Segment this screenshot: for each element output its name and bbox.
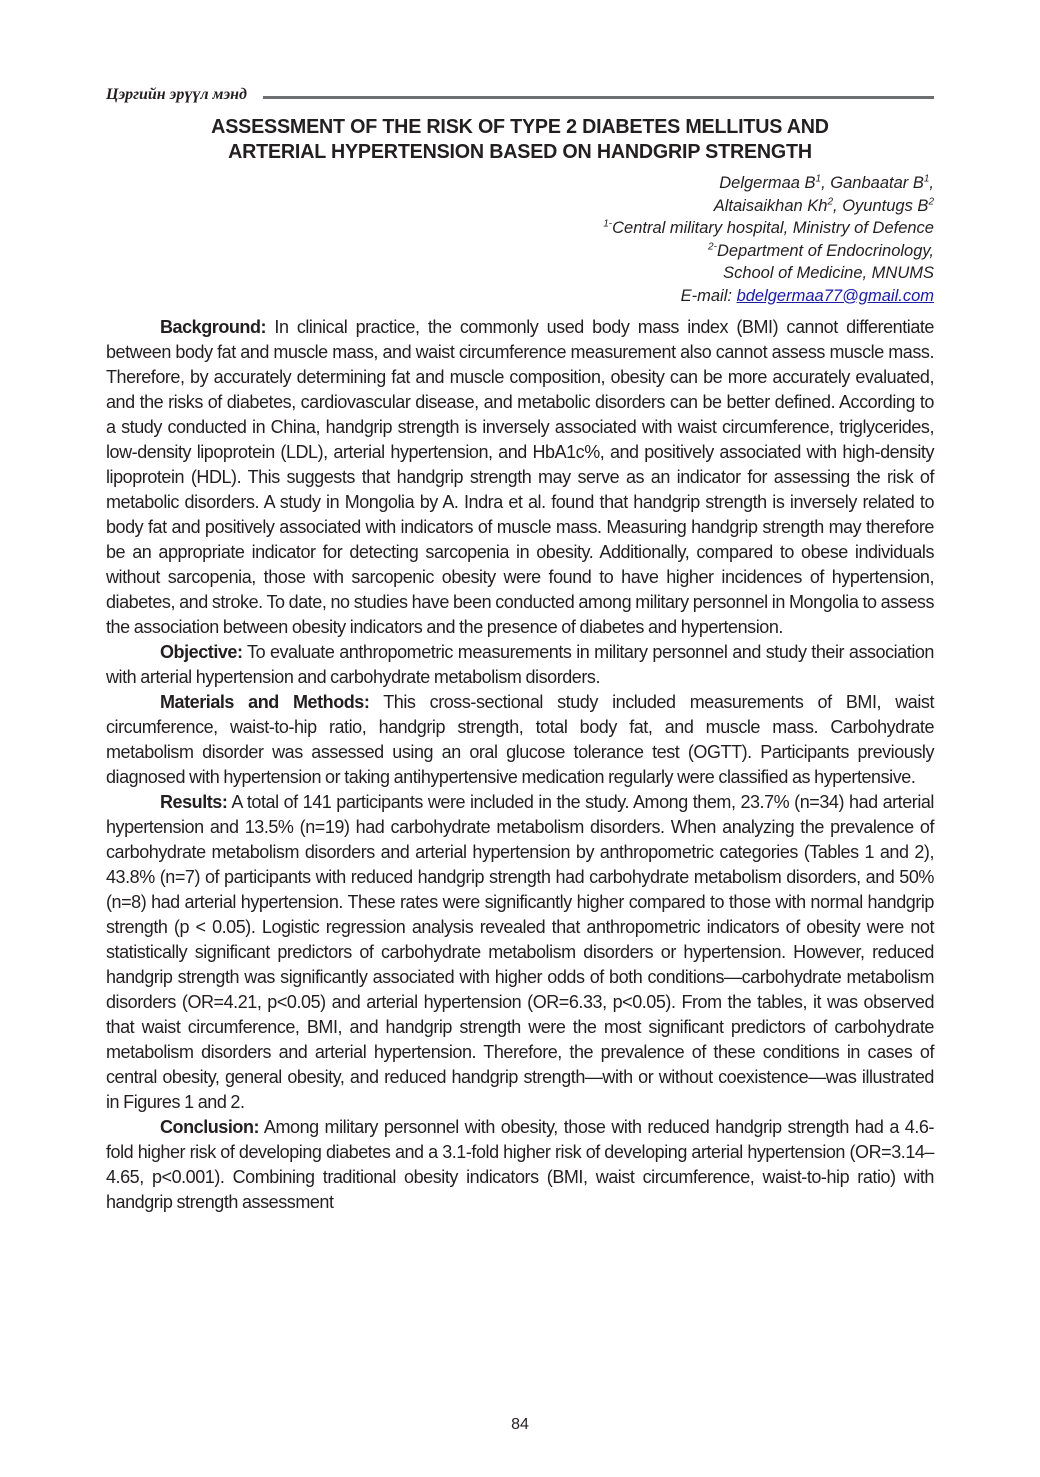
author-name: Delgermaa B (719, 174, 816, 192)
email-line (106, 285, 934, 308)
author-line-1 (106, 172, 934, 195)
affiliation-text: Central military hospital, Ministry of Defence (612, 219, 934, 237)
affiliation-marker: 1 (815, 173, 822, 185)
section-text: To evaluate anthropometric measurements in military personnel and study their association with arterial hypertension and carbohydrate metabolism disorders. (106, 642, 934, 687)
section-label: Materials and Methods: (160, 692, 370, 712)
author-block (106, 172, 934, 307)
separator: , (929, 174, 934, 192)
section-text: A total of 141 participants were included in the study. Among them, 23.7% (n=34) had arterial hypertension and 13.5% (n=19) had carbohydrate metabolism disorders. When analyzing the prevalence of carbohydrate metabolism disorders and arterial hypertension by anthropometric categories (Tables 1 and 2), 43.8% (n=7) of participants with reduced handgrip strength had carbohydrate metabolism disorders, and 50% (n=8) had arterial hypertension. These rates were significantly higher compared to those with normal handgrip strength (p < 0.05). Logistic regression analysis revealed that anthropometric indicators of obesity were not statistically significant predictors of carbohydrate metabolism disorders or hypertension. However, reduced handgrip strength was significantly associated with higher odds of both conditions—carbohydrate metabolism disorders (OR=4.21, p<0.05) and arterial hypertension (OR=6.33, p<0.05). From the tables, it was observed that waist circumference, BMI, and handgrip strength were the most significant predictors of carbohydrate metabolism disorders and arterial hypertension. Therefore, the prevalence of these conditions in cases of central obesity, general obesity, and reduced handgrip strength—with or without coexistence—was illustrated in Figures 1 and 2. (106, 792, 934, 1112)
section-text: Among military personnel with obesity, those with reduced handgrip strength had a 4.6-fold higher risk of developing diabetes and a 3.1-fold higher risk of developing arterial hypertension (OR=3.14–4.65, p<0.001). Combining traditional obesity indicators (BMI, waist circumference, waist-to-hip ratio) with handgrip strength assessment (106, 1117, 934, 1212)
affiliation-1 (106, 217, 934, 240)
abstract-background (106, 315, 934, 640)
affiliation-marker: 1 (923, 173, 930, 185)
affiliation-marker: 2- (708, 241, 717, 252)
abstract-methods (106, 690, 934, 790)
affiliation-marker: 2 (827, 196, 834, 207)
affiliation-2 (106, 240, 934, 263)
email-link[interactable]: bdelgermaa77@gmail.com (736, 286, 934, 305)
article-title (123, 114, 918, 164)
author-line-2 (106, 195, 934, 218)
affiliation-marker: 1- (603, 218, 613, 230)
email-label: E-mail: (680, 286, 737, 305)
journal-section-title: Цэргийн эрүүл мэнд (106, 86, 247, 103)
section-label: Conclusion: (160, 1117, 260, 1137)
author-name: , Oyuntugs B (833, 196, 929, 215)
abstract-objective (106, 640, 934, 690)
running-header (106, 84, 934, 106)
abstract-results (106, 790, 934, 1115)
header-rule (263, 96, 934, 99)
section-label: Objective: (160, 642, 243, 662)
affiliation-marker: 2 (928, 196, 934, 207)
page (106, 84, 934, 1215)
affiliation-text: School of Medicine, MNUMS (723, 264, 934, 282)
author-name: , Ganbaatar B (821, 174, 924, 192)
section-label: Background: (160, 317, 267, 337)
page-number: 84 (511, 1416, 529, 1433)
abstract-conclusion (106, 1115, 934, 1215)
section-label: Results: (160, 792, 228, 812)
section-text: This cross-sectional study included measurements of BMI, waist circumference, waist-to-hip ratio, handgrip strength, total body fat, and muscle mass. Carbohydrate metabolism disorder was assessed using an oral glucose tolerance test (OGTT). Participants previously diagnosed with hypertension or taking antihypertensive medication regularly were classified as hypertensive. (106, 692, 934, 787)
affiliation-2-line-2 (106, 262, 934, 285)
section-text: In clinical practice, the commonly used body mass index (BMI) cannot differentiate between body fat and muscle mass, and waist circumference measurement also cannot assess muscle mass. Therefore, by accurately determining fat and muscle composition, obesity can be more accurately evaluated, and the risks of diabetes, cardiovascular disease, and metabolic disorders can be better defined. According to a study conducted in China, handgrip strength is inversely associated with waist circumference, triglycerides, low-density lipoprotein (LDL), arterial hypertension, and HbA1c%, and positively associated with high-density lipoprotein (HDL). This suggests that handgrip strength may serve as an indicator for assessing the risk of metabolic disorders. A study in Mongolia by A. Indra et al. found that handgrip strength is inversely related to body fat and positively associated with indicators of muscle mass. Measuring handgrip strength may therefore be an appropriate indicator for detecting sarcopenia in obesity. Additionally, compared to obese individuals without sarcopenia, those with sarcopenic obesity were found to have higher incidences of hypertension, diabetes, and stroke. To date, no studies have been conducted among military personnel in Mongolia to assess the association between obesity indicators and the presence of diabetes and hypertension. (106, 317, 934, 637)
author-name: Altaisaikhan Kh (713, 196, 828, 215)
title-line-1: ASSESSMENT OF THE RISK OF TYPE 2 DIABETES MELLITUS AND (211, 115, 829, 138)
abstract (106, 315, 934, 1215)
affiliation-text: Department of Endocrinology, (716, 241, 934, 260)
title-line-2: ARTERIAL HYPERTENSION BASED ON HANDGRIP STRENGTH (228, 140, 812, 163)
